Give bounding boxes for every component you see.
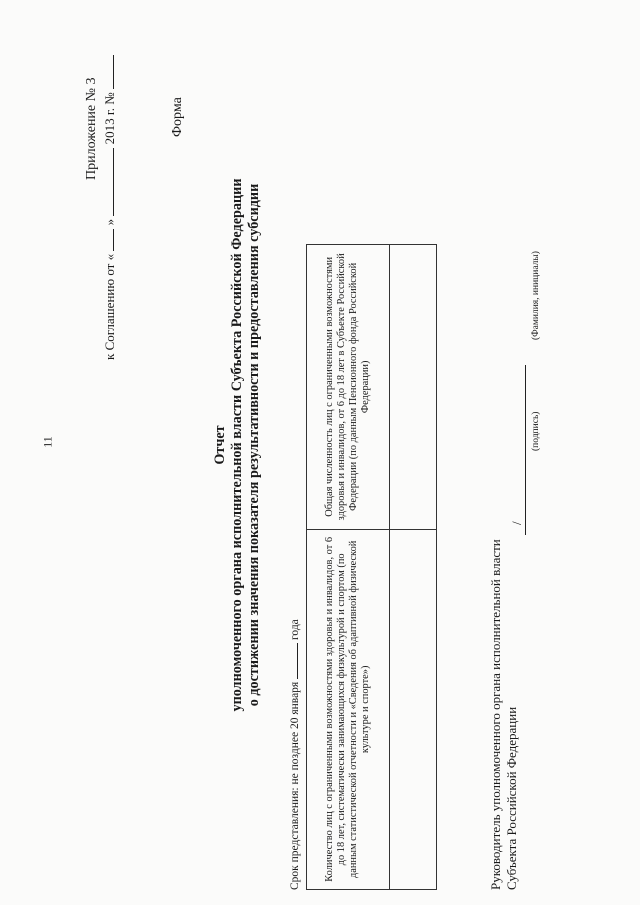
report-heading: Отчет xyxy=(212,425,228,465)
agreement-reference xyxy=(102,55,118,360)
signatory-block xyxy=(488,539,520,890)
agreement-day-blank xyxy=(102,229,114,251)
name-caption: (Фамилия, инициалы) xyxy=(531,251,541,340)
table-cell[interactable] xyxy=(390,245,437,530)
deadline-prefix: Срок представления: не позднее 20 января xyxy=(289,681,301,890)
report-table xyxy=(306,244,437,890)
report-title xyxy=(212,135,263,755)
table-cell[interactable] xyxy=(390,529,437,889)
submission-deadline xyxy=(286,619,301,890)
form-label: Форма xyxy=(170,97,185,137)
deadline-suffix: года xyxy=(289,619,301,641)
header-total-population: Общая численность лиц с ограниченными возможностями здоровья и инвалидов, от 6 до 18 лет в Субъекте Российской Федерации (по данным Пенсионного фонда Российской Федерации) xyxy=(307,245,390,530)
agreement-mid: » xyxy=(102,218,117,226)
signature-separator: / xyxy=(509,521,524,525)
agreement-month-blank xyxy=(102,148,114,216)
agreement-number-blank xyxy=(102,55,114,89)
annex-title: Приложение № 3 xyxy=(84,77,99,180)
header-participants-count: Количество лиц с ограниченными возможностями здоровья и инвалидов, от 6 до 18 лет, систематически занимающихся физкультурой и спортом (по данным статистической отчетности и «Сведения об адаптивной физической культуре и спорте») xyxy=(307,529,390,889)
agreement-year: 2013 г. № xyxy=(102,92,117,145)
table-row xyxy=(390,245,437,890)
agreement-prefix: к Соглашению от « xyxy=(102,253,117,360)
signatory-line1: Руководитель уполномоченного органа исполнительной власти xyxy=(488,539,503,890)
signatory-line2: Субъекта Российской Федерации xyxy=(504,706,519,890)
signature-caption: (подпись) xyxy=(531,411,541,451)
report-subtitle-line2: о достижении значения показателя результативности и предоставления субсидии xyxy=(246,183,262,707)
deadline-year-blank xyxy=(286,643,298,679)
report-subtitle-line1: уполномоченного органа исполнительной власти Субъекта Российской Федерации xyxy=(229,178,245,712)
page-number: 11 xyxy=(40,436,55,448)
signature-line xyxy=(525,365,526,535)
